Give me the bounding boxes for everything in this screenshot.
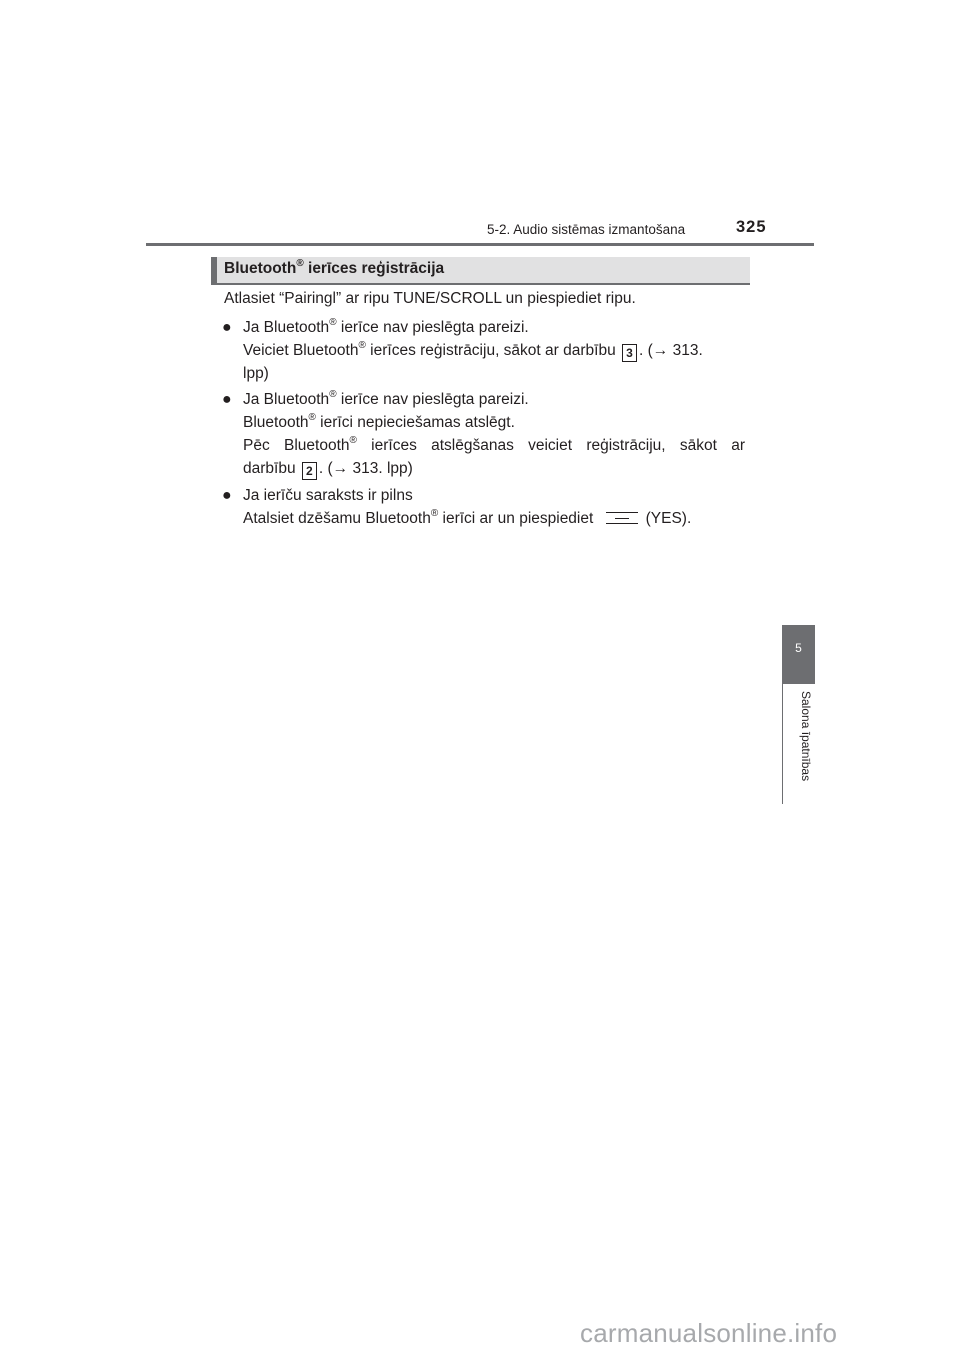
- enter-button-icon: [606, 512, 638, 524]
- bullet-2-line-2: Bluetooth® ierīci nepieciešamas atslēgt.: [243, 412, 515, 431]
- registered-mark: ®: [296, 258, 304, 269]
- section-heading-underline: [211, 283, 750, 285]
- chapter-label: Salona īpatnības: [799, 691, 813, 782]
- running-header-section: 5-2. Audio sistēmas izmantošana: [487, 222, 686, 237]
- page-number: 325: [736, 218, 767, 236]
- section-title-rest: ierīces reģistrācija: [303, 260, 445, 277]
- bullet-2-marker: ●: [222, 391, 232, 408]
- section-title-brand: Bluetooth: [224, 260, 297, 277]
- bullet-2-line-3: Pēc Bluetooth® ierīces atslēgšanas veiciet reģistrāciju, sākot ar: [243, 435, 745, 454]
- section-heading-accent: [211, 257, 217, 285]
- chapter-number: 5: [795, 641, 802, 655]
- bullet-1-line-2: Veiciet Bluetooth® ierīces reģistrāciju, sākot ar darbību 3 . (→ 313.: [243, 340, 703, 360]
- bullet-1-line-1: Ja Bluetooth® ierīce nav pieslēgta pareizi.: [243, 317, 529, 336]
- intro-text: Atlasiet “Pairingl” ar ripu TUNE/SCROLL un piespiediet ripu.: [224, 290, 636, 307]
- bullet-2-line-1: Ja Bluetooth® ierīce nav pieslēgta pareizi.: [243, 389, 529, 408]
- bullet-3-line-2: Atalsiet dzēšamu Bluetooth® ierīci ar un piespiediet (YES).: [243, 508, 692, 527]
- header-rule: [146, 243, 814, 246]
- chapter-tab-line: [782, 684, 783, 804]
- bullet-1-line-3: lpp): [243, 365, 269, 382]
- step-3-box: 3: [622, 344, 637, 362]
- bullet-2-line-4: darbību 2 . (→ 313. lpp): [243, 460, 413, 478]
- watermark: carmanualsonline.info: [580, 1318, 838, 1348]
- bullet-3-line-1: Ja ierīču saraksts ir pilns: [243, 487, 413, 504]
- bullet-1-marker: ●: [222, 319, 232, 336]
- step-2-box: 2: [302, 462, 317, 480]
- section-title: [224, 260, 444, 278]
- bullet-3-marker: ●: [222, 487, 232, 504]
